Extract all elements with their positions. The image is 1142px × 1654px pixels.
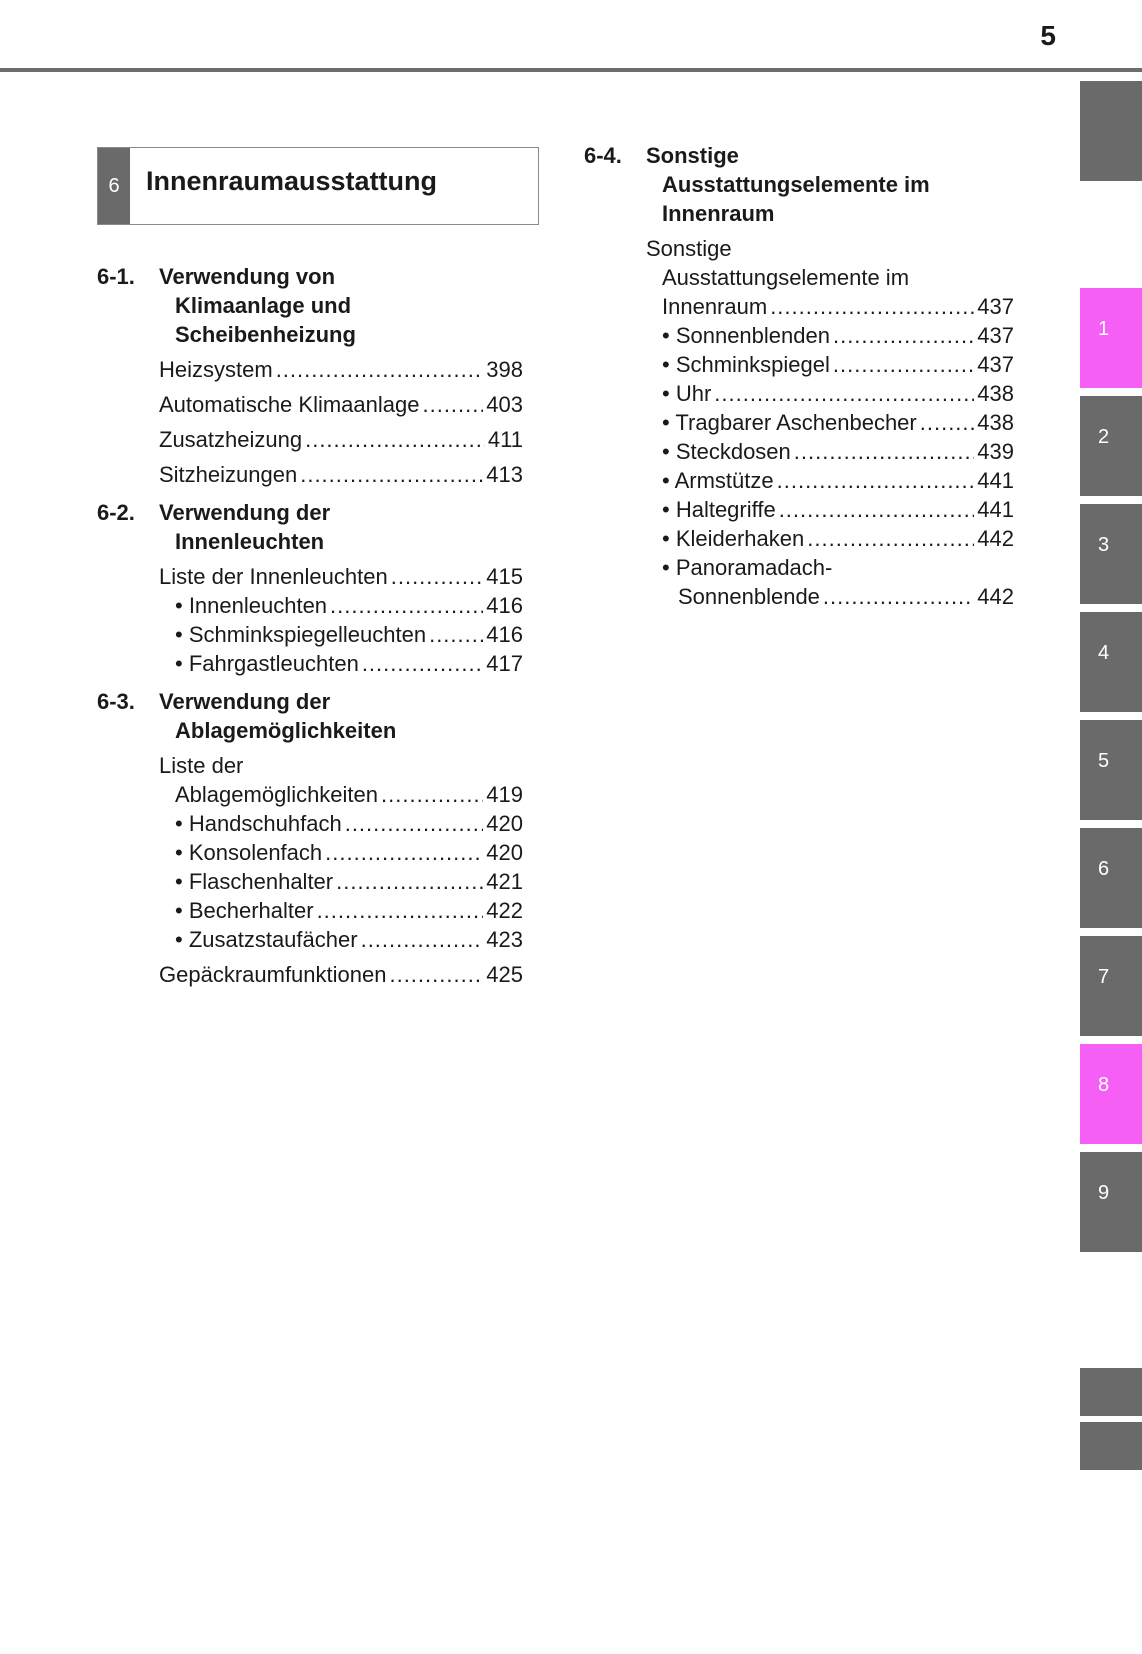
toc-entry[interactable]: [159, 390, 523, 419]
side-tab-6[interactable]: [1080, 828, 1142, 928]
toc-entry-page: 438: [977, 381, 1014, 406]
leader-dots: [429, 620, 483, 649]
toc-entry-page: 441: [977, 497, 1014, 522]
toc-bullet-entry[interactable]: [646, 408, 1014, 437]
side-tab-label: 8: [1098, 1074, 1110, 1096]
section-title-line: Klimaanlage und: [175, 293, 352, 318]
section-number: 6-3.: [97, 689, 135, 714]
leader-dots: [381, 780, 483, 809]
toc-entry-text: • Flaschenhalter: [175, 869, 334, 894]
section-6-2-heading: [97, 498, 523, 556]
toc-entry-text: • Schminkspiegelleuchten: [175, 622, 427, 647]
toc-entry-text: • Konsolenfach: [175, 840, 323, 865]
leader-dots: [833, 321, 974, 350]
leader-dots: [833, 350, 974, 379]
toc-entry-text: • Uhr: [662, 381, 712, 406]
toc-entry-text: • Schminkspiegel: [662, 352, 830, 377]
chapter-title: Innenraumausstattung: [146, 166, 438, 196]
leader-dots: [777, 466, 975, 495]
top-rule: [0, 68, 1142, 72]
side-tab-label: 5: [1098, 750, 1110, 772]
toc-entry-text: Ausstattungselemente im: [662, 265, 910, 290]
leader-dots: [336, 867, 483, 896]
leader-dots: [300, 460, 483, 489]
side-tab-8[interactable]: [1080, 1044, 1142, 1144]
toc-entry-text: Heizsystem: [159, 357, 273, 382]
toc-entry[interactable]: [159, 562, 523, 591]
side-tab-label: 4: [1098, 642, 1110, 664]
leader-dots: [391, 562, 484, 591]
side-tab-5[interactable]: [1080, 720, 1142, 820]
toc-entry-text: • Becherhalter: [175, 898, 314, 923]
side-tab-blank-top[interactable]: [1080, 81, 1142, 181]
toc-entry-text: Ablagemöglichkeiten: [175, 782, 379, 807]
side-tab-1[interactable]: [1080, 288, 1142, 388]
toc-bullet-entry[interactable]: [159, 591, 523, 620]
section-number: 6-1.: [97, 264, 135, 289]
section-title: [646, 141, 1014, 228]
toc-entry-text: • Handschuhfach: [175, 811, 342, 836]
toc-bullet-entry[interactable]: [159, 620, 523, 649]
toc-entry-page: 437: [977, 352, 1014, 377]
toc-bullet-entry[interactable]: [159, 838, 523, 867]
toc-entry[interactable]: [159, 960, 523, 989]
leader-dots: [389, 960, 483, 989]
section-title-line: Ausstattungselemente im: [662, 172, 930, 197]
section-number: 6-4.: [584, 143, 622, 168]
section-number: 6-2.: [97, 500, 135, 525]
toc-entry-page: 423: [486, 927, 523, 952]
toc-bullet-entry[interactable]: [159, 867, 523, 896]
section-6-1-heading: [97, 262, 523, 349]
section-title-line: Verwendung der: [159, 500, 331, 525]
leader-dots: [794, 437, 975, 466]
toc-entry-page: 442: [977, 526, 1014, 551]
toc-entry-text: Liste der: [159, 753, 244, 778]
toc-wrapped-entry[interactable]: [159, 751, 523, 809]
toc-entry-text: Zusatzheizung: [159, 427, 303, 452]
leader-dots: [305, 425, 485, 454]
leader-dots: [276, 355, 484, 384]
section-title-line: Innenleuchten: [175, 529, 325, 554]
toc-entry-page: 419: [486, 782, 523, 807]
side-tab-label: 3: [1098, 534, 1110, 556]
leader-dots: [807, 524, 974, 553]
section-title: [159, 262, 523, 349]
toc-entry-page: 437: [977, 323, 1014, 348]
toc-bullet-entry[interactable]: [646, 524, 1014, 553]
leader-dots: [422, 390, 483, 419]
toc-entry-text: Sitzheizungen: [159, 462, 298, 487]
leader-dots: [325, 838, 483, 867]
toc-entry-text: Automatische Klimaanlage: [159, 392, 420, 417]
chapter-heading: [97, 147, 539, 225]
toc-entry[interactable]: [159, 355, 523, 384]
section-title-line: Ablagemöglichkeiten: [175, 718, 397, 743]
toc-entry-page: 438: [977, 410, 1014, 435]
toc-entry-text: • Panoramadach-: [662, 555, 833, 580]
toc-entry-text: • Haltegriffe: [662, 497, 776, 522]
toc-entry-page: 441: [977, 468, 1014, 493]
toc-entry-page: 422: [486, 898, 523, 923]
section-6-4-heading: [584, 141, 1014, 228]
toc-entry-page: 439: [977, 439, 1014, 464]
toc-entry-page: 411: [487, 427, 523, 452]
toc-bullet-entry[interactable]: [159, 809, 523, 838]
side-tab-label: 6: [1098, 858, 1110, 880]
toc-entry-page: 437: [977, 294, 1014, 319]
leader-dots: [714, 379, 974, 408]
toc-entry-page: 425: [486, 962, 523, 987]
toc-entry-page: 442: [977, 584, 1014, 609]
side-tab-7[interactable]: [1080, 936, 1142, 1036]
toc-bullet-entry[interactable]: [159, 649, 523, 678]
section-title-line: Verwendung der: [159, 689, 331, 714]
side-tab-9[interactable]: [1080, 1152, 1142, 1252]
toc-entry-page: 421: [486, 869, 523, 894]
toc-entry-page: 413: [486, 462, 523, 487]
toc-bullet-entry[interactable]: [646, 321, 1014, 350]
toc-wrapped-entry[interactable]: [646, 234, 1014, 321]
leader-dots: [779, 495, 975, 524]
toc-left-column: [97, 256, 523, 989]
toc-entry-text: • Tragbarer Aschenbecher: [662, 410, 917, 435]
toc-bullet-entry[interactable]: [159, 896, 523, 925]
section-title-line: Scheibenheizung: [175, 322, 356, 347]
toc-bullet-entry[interactable]: [646, 350, 1014, 379]
section-title: [159, 498, 523, 556]
toc-entry-page: 420: [486, 811, 523, 836]
section-6-1-entries: [97, 355, 523, 489]
section-title: [159, 687, 523, 745]
toc-right-column: [584, 141, 1014, 611]
toc-entry-text: • Fahrgastleuchten: [175, 651, 359, 676]
page-number: 5: [1040, 20, 1056, 51]
toc-entry-text: Gepäckraumfunktionen: [159, 962, 387, 987]
leader-dots: [920, 408, 975, 437]
side-tab-blank-bottom-2[interactable]: [1080, 1422, 1142, 1470]
toc-entry[interactable]: [159, 460, 523, 489]
toc-entry-text: • Steckdosen: [662, 439, 791, 464]
leader-dots: [345, 809, 484, 838]
toc-entry-text: • Sonnenblenden: [662, 323, 830, 348]
side-tab-label: 2: [1098, 426, 1110, 448]
side-tab-blank-bottom-1[interactable]: [1080, 1368, 1142, 1416]
toc-entry-page: 398: [486, 357, 523, 382]
toc-bullet-entry[interactable]: [646, 437, 1014, 466]
toc-entry-text: Innenraum: [662, 294, 768, 319]
side-tab-4[interactable]: [1080, 612, 1142, 712]
toc-entry-page: 416: [486, 622, 523, 647]
side-tab-label: 1: [1098, 318, 1110, 340]
toc-bullet-entry[interactable]: [646, 495, 1014, 524]
side-tab-3[interactable]: [1080, 504, 1142, 604]
leader-dots: [823, 582, 974, 611]
toc-entry-text: • Armstütze: [662, 468, 774, 493]
side-tab-label: 7: [1098, 966, 1110, 988]
leader-dots: [770, 292, 974, 321]
section-title-line: Innenraum: [662, 201, 775, 226]
toc-bullet-entry[interactable]: [646, 466, 1014, 495]
leader-dots: [361, 925, 484, 954]
toc-entry[interactable]: [159, 425, 523, 454]
section-title-line: Sonstige: [646, 143, 739, 168]
toc-bullet-entry[interactable]: [646, 379, 1014, 408]
toc-bullet-wrapped-entry[interactable]: [646, 553, 1014, 611]
side-tab-label: 9: [1098, 1182, 1110, 1204]
toc-entry-text: • Zusatzstaufächer: [175, 927, 358, 952]
side-tab-2[interactable]: [1080, 396, 1142, 496]
toc-entry-page: 420: [486, 840, 523, 865]
section-6-4-entries: [584, 234, 1014, 611]
section-6-3-entries: [97, 751, 523, 989]
toc-entry-text: • Innenleuchten: [175, 593, 328, 618]
chapter-number: 6: [98, 148, 130, 224]
toc-entry-page: 417: [486, 651, 523, 676]
toc-entry-text: Liste der Innenleuchten: [159, 564, 388, 589]
toc-entry-page: 403: [486, 392, 523, 417]
toc-bullet-entry[interactable]: [159, 925, 523, 954]
leader-dots: [330, 591, 483, 620]
toc-entry-text: Sonstige: [646, 236, 732, 261]
section-title-line: Verwendung von: [159, 264, 336, 289]
toc-entry-text: • Kleiderhaken: [662, 526, 805, 551]
section-6-3-heading: [97, 687, 523, 745]
toc-entry-page: 415: [486, 564, 523, 589]
toc-entry-page: 416: [486, 593, 523, 618]
leader-dots: [317, 896, 484, 925]
leader-dots: [362, 649, 483, 678]
toc-entry-text: Sonnenblende: [678, 584, 820, 609]
section-6-2-entries: [97, 562, 523, 678]
